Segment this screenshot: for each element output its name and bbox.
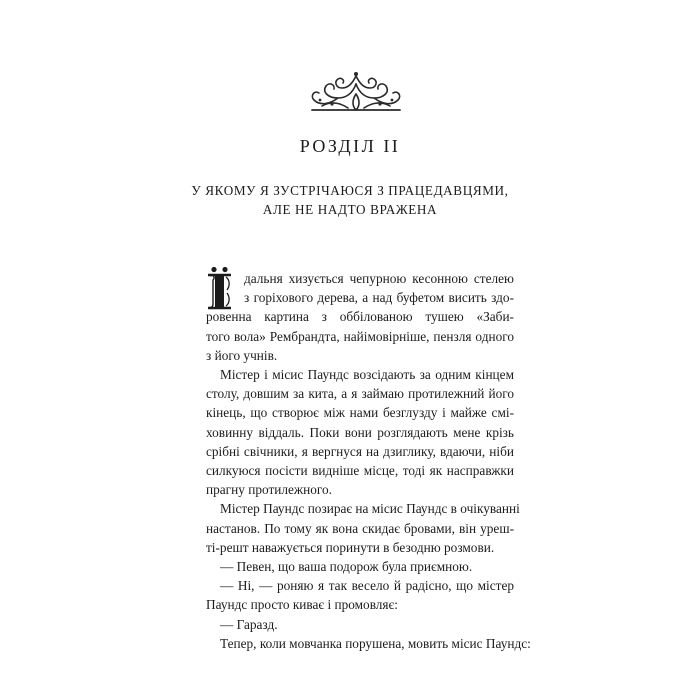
- chapter-subtitle: [0, 181, 700, 219]
- subtitle-line: У ЯКОМУ Я ЗУСТРІЧАЮСЯ З ПРАЦЕДАВЦЯМИ,: [191, 183, 509, 198]
- text-line: Паундс просто киває і промовляє:: [206, 597, 398, 613]
- body-text: [206, 269, 531, 653]
- text-line: Містер і місис Паундс возсідають за одним кінцем: [220, 367, 514, 383]
- text-line: ті-решт наважується поринути в безодню розмови.: [206, 539, 495, 555]
- text-line: силкуюся посісти видніше місце, тоді як насправжки: [206, 463, 514, 479]
- drop-cap-glyph: [203, 266, 237, 310]
- text-line: того вола» Рембрандта, найімовірніше, пензля одного: [206, 328, 514, 344]
- text-line: з його учнів.: [206, 347, 278, 363]
- drop-cap-letter: [203, 266, 237, 310]
- subtitle-line: АЛЕ НЕ НАДТО ВРАЖЕНА: [262, 202, 438, 217]
- text-line: ховинну віддаль. Поки вони розглядають мене крізь: [206, 424, 514, 440]
- text-line: — Ні, — роняю я так весело й радісно, що містер: [220, 578, 514, 594]
- text-line: столу, довшим за кита, а я займаю протилежний його: [206, 386, 514, 402]
- text-line: дальня хизується чепурною кесонною стелею: [244, 271, 514, 286]
- text-line: — Певен, що ваша подорож була приємною.: [220, 559, 473, 575]
- text-line: з горіхового дерева, а над буфетом висить здо-: [244, 290, 514, 306]
- text-line: Тепер, коли мовчанка порушена, мовить місис Паундс:: [220, 635, 531, 651]
- chapter-ornament-icon: [308, 70, 404, 116]
- text-line: — Гаразд.: [220, 616, 278, 632]
- text-line: кінець, що створює між нами безглузду і майже смі-: [206, 405, 514, 421]
- text-line: Містер Паундс позирає на місис Паундс в очікуванні: [220, 501, 520, 517]
- text-line: срібні свічники, я вергнуся на дзиглику, вдаючи, ніби: [206, 443, 514, 459]
- text-line: настанов. По тому як вона скидає бровами, він уреш-: [206, 520, 514, 536]
- text-line: прагну протилежного.: [206, 482, 332, 498]
- text-line: ровенна картина з оббілованою тушею «Заби-: [206, 309, 514, 325]
- chapter-title: РОЗДІЛ II: [299, 136, 401, 156]
